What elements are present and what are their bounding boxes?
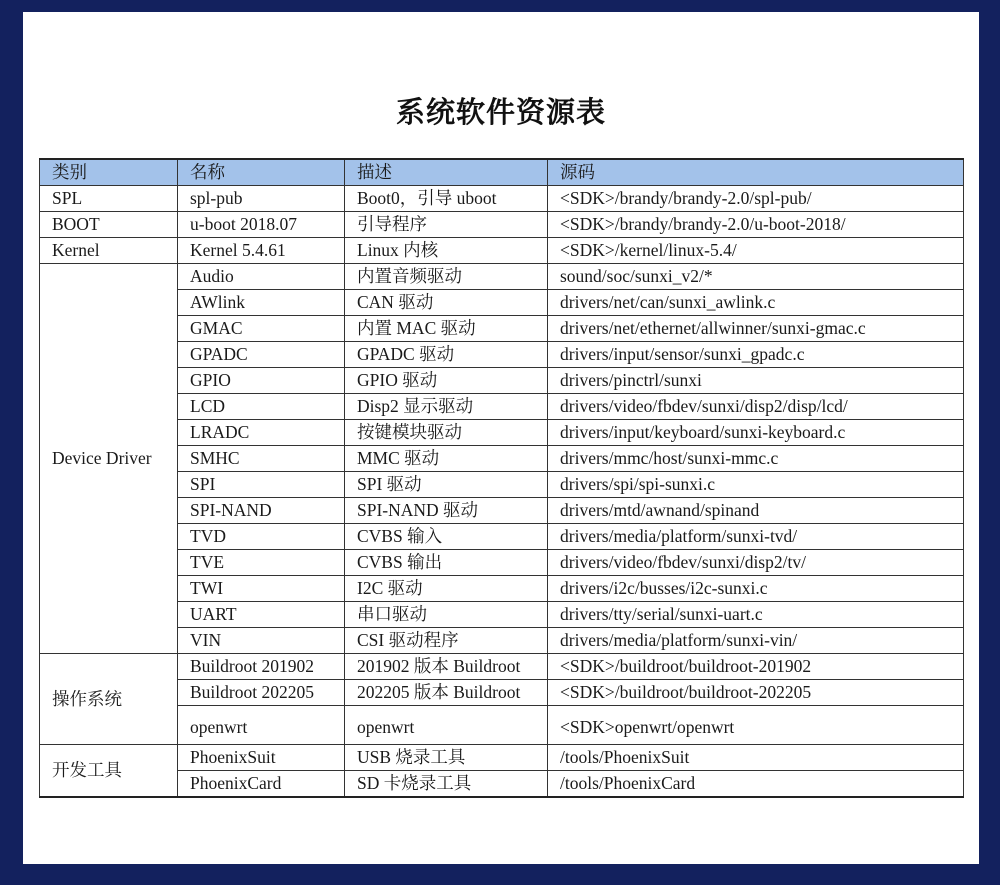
source-cell: drivers/video/fbdev/sunxi/disp2/disp/lcd/	[548, 394, 964, 420]
name-cell: TVE	[178, 550, 345, 576]
table-row	[40, 550, 964, 576]
name-cell: VIN	[178, 628, 345, 654]
source-cell: drivers/media/platform/sunxi-vin/	[548, 628, 964, 654]
description-cell: CVBS 输入	[345, 524, 548, 550]
name-cell: Kernel 5.4.61	[178, 238, 345, 264]
source-cell: drivers/video/fbdev/sunxi/disp2/tv/	[548, 550, 964, 576]
source-cell: /tools/PhoenixSuit	[548, 745, 964, 771]
source-cell: drivers/input/sensor/sunxi_gpadc.c	[548, 342, 964, 368]
description-cell: SPI-NAND 驱动	[345, 498, 548, 524]
table-row	[40, 524, 964, 550]
name-cell: Buildroot 201902	[178, 654, 345, 680]
source-cell: drivers/spi/spi-sunxi.c	[548, 472, 964, 498]
name-cell: UART	[178, 602, 345, 628]
description-cell: 内置音频驱动	[345, 264, 548, 290]
software-resource-table	[39, 158, 964, 798]
name-cell: TVD	[178, 524, 345, 550]
category-cell: 操作系统	[40, 654, 178, 745]
name-cell: LCD	[178, 394, 345, 420]
description-cell: SPI 驱动	[345, 472, 548, 498]
source-cell: drivers/i2c/busses/i2c-sunxi.c	[548, 576, 964, 602]
source-cell: <SDK>/brandy/brandy-2.0/spl-pub/	[548, 186, 964, 212]
table-row	[40, 576, 964, 602]
description-cell: Linux 内核	[345, 238, 548, 264]
table-row	[40, 420, 964, 446]
page-title: 系统软件资源表	[395, 95, 606, 129]
name-cell: SPI	[178, 472, 345, 498]
name-cell: PhoenixSuit	[178, 745, 345, 771]
description-cell: I2C 驱动	[345, 576, 548, 602]
table-row	[40, 186, 964, 212]
source-cell: drivers/net/can/sunxi_awlink.c	[548, 290, 964, 316]
table-row	[40, 771, 964, 798]
category-cell: Kernel	[40, 238, 178, 264]
source-cell: drivers/input/keyboard/sunxi-keyboard.c	[548, 420, 964, 446]
description-cell: 引导程序	[345, 212, 548, 238]
name-cell: TWI	[178, 576, 345, 602]
table-row	[40, 602, 964, 628]
table-row	[40, 290, 964, 316]
name-cell: u-boot 2018.07	[178, 212, 345, 238]
source-cell: <SDK>/kernel/linux-5.4/	[548, 238, 964, 264]
description-cell: openwrt	[345, 706, 548, 745]
header-name: 名称	[178, 159, 345, 186]
table-header-row	[40, 159, 964, 186]
description-cell: MMC 驱动	[345, 446, 548, 472]
table-row	[40, 446, 964, 472]
header-source: 源码	[548, 159, 964, 186]
table-row	[40, 472, 964, 498]
name-cell: GPIO	[178, 368, 345, 394]
table-row	[40, 368, 964, 394]
description-cell: CVBS 输出	[345, 550, 548, 576]
description-cell: Boot0，引导 uboot	[345, 186, 548, 212]
description-cell: USB 烧录工具	[345, 745, 548, 771]
description-cell: 串口驱动	[345, 602, 548, 628]
header-category: 类别	[40, 159, 178, 186]
description-cell: 按键模块驱动	[345, 420, 548, 446]
table-row	[40, 628, 964, 654]
category-cell: BOOT	[40, 212, 178, 238]
header-description: 描述	[345, 159, 548, 186]
document-page	[23, 12, 979, 864]
source-cell: drivers/mmc/host/sunxi-mmc.c	[548, 446, 964, 472]
description-cell: 201902 版本 Buildroot	[345, 654, 548, 680]
source-cell: <SDK>/buildroot/buildroot-202205	[548, 680, 964, 706]
name-cell: PhoenixCard	[178, 771, 345, 798]
source-cell: /tools/PhoenixCard	[548, 771, 964, 798]
description-cell: GPADC 驱动	[345, 342, 548, 368]
source-cell: sound/soc/sunxi_v2/*	[548, 264, 964, 290]
description-cell: 内置 MAC 驱动	[345, 316, 548, 342]
source-cell: drivers/mtd/awnand/spinand	[548, 498, 964, 524]
source-cell: <SDK>/brandy/brandy-2.0/u-boot-2018/	[548, 212, 964, 238]
category-cell: 开发工具	[40, 745, 178, 798]
category-cell: Device Driver	[40, 264, 178, 654]
source-cell: drivers/net/ethernet/allwinner/sunxi-gmac.c	[548, 316, 964, 342]
description-cell: GPIO 驱动	[345, 368, 548, 394]
name-cell: Audio	[178, 264, 345, 290]
name-cell: openwrt	[178, 706, 345, 745]
name-cell: spl-pub	[178, 186, 345, 212]
table-row	[40, 264, 964, 290]
table-row	[40, 342, 964, 368]
table-row	[40, 212, 964, 238]
name-cell: SMHC	[178, 446, 345, 472]
source-cell: drivers/media/platform/sunxi-tvd/	[548, 524, 964, 550]
description-cell: CAN 驱动	[345, 290, 548, 316]
table-row	[40, 394, 964, 420]
description-cell: Disp2 显示驱动	[345, 394, 548, 420]
description-cell: CSI 驱动程序	[345, 628, 548, 654]
table-row	[40, 745, 964, 771]
table-row	[40, 654, 964, 680]
table-row	[40, 316, 964, 342]
source-cell: <SDK>/buildroot/buildroot-201902	[548, 654, 964, 680]
source-cell: drivers/tty/serial/sunxi-uart.c	[548, 602, 964, 628]
source-cell: <SDK>openwrt/openwrt	[548, 706, 964, 745]
name-cell: GPADC	[178, 342, 345, 368]
source-cell: drivers/pinctrl/sunxi	[548, 368, 964, 394]
table-row	[40, 238, 964, 264]
name-cell: AWlink	[178, 290, 345, 316]
name-cell: SPI-NAND	[178, 498, 345, 524]
table-row	[40, 498, 964, 524]
description-cell: SD 卡烧录工具	[345, 771, 548, 798]
category-cell: SPL	[40, 186, 178, 212]
name-cell: GMAC	[178, 316, 345, 342]
table-row	[40, 706, 964, 745]
table-row	[40, 680, 964, 706]
description-cell: 202205 版本 Buildroot	[345, 680, 548, 706]
name-cell: LRADC	[178, 420, 345, 446]
name-cell: Buildroot 202205	[178, 680, 345, 706]
